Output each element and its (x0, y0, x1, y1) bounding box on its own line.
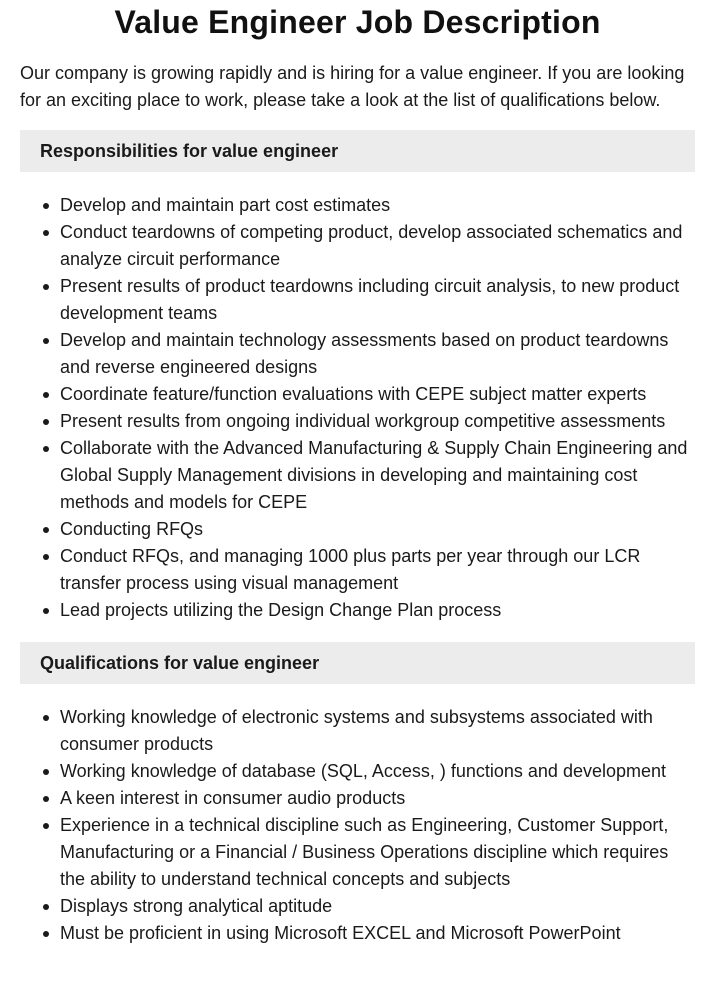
list-item: Present results of product teardowns including circuit analysis, to new product development teams (20, 273, 695, 327)
list-item: Experience in a technical discipline such as Engineering, Customer Support, Manufacturing or a Financial / Business Operations discipline which requires the ability to understand technical concepts and subjects (20, 812, 695, 893)
responsibilities-list (20, 192, 695, 624)
page-title: Value Engineer Job Description (114, 4, 601, 40)
list-item: Conduct RFQs, and managing 1000 plus parts per year through our LCR transfer process using visual management (20, 543, 695, 597)
list-item: Must be proficient in using Microsoft EXCEL and Microsoft PowerPoint (20, 920, 695, 947)
list-item: Lead projects utilizing the Design Change Plan process (20, 597, 695, 624)
list-item: Working knowledge of database (SQL, Access, ) functions and development (20, 758, 695, 785)
list-item: Collaborate with the Advanced Manufacturing & Supply Chain Engineering and Global Supply Management divisions in developing and maintaining cost methods and models for CEPE (20, 435, 695, 516)
list-item: Develop and maintain technology assessments based on product teardowns and reverse engineered designs (20, 327, 695, 381)
job-description-page (20, 0, 695, 947)
list-item: Conducting RFQs (20, 516, 695, 543)
list-item: Coordinate feature/function evaluations with CEPE subject matter experts (20, 381, 695, 408)
list-item: Present results from ongoing individual workgroup competitive assessments (20, 408, 695, 435)
qualifications-list (20, 704, 695, 947)
responsibilities-heading: Responsibilities for value engineer (20, 130, 695, 172)
list-item: A keen interest in consumer audio products (20, 785, 695, 812)
list-item: Displays strong analytical aptitude (20, 893, 695, 920)
list-item: Working knowledge of electronic systems and subsystems associated with consumer products (20, 704, 695, 758)
list-item: Develop and maintain part cost estimates (20, 192, 695, 219)
list-item: Conduct teardowns of competing product, develop associated schematics and analyze circuit performance (20, 219, 695, 273)
intro-paragraph: Our company is growing rapidly and is hiring for a value engineer. If you are looking for an exciting place to work, please take a look at the list of qualifications below. (20, 63, 685, 110)
qualifications-heading: Qualifications for value engineer (20, 642, 695, 684)
